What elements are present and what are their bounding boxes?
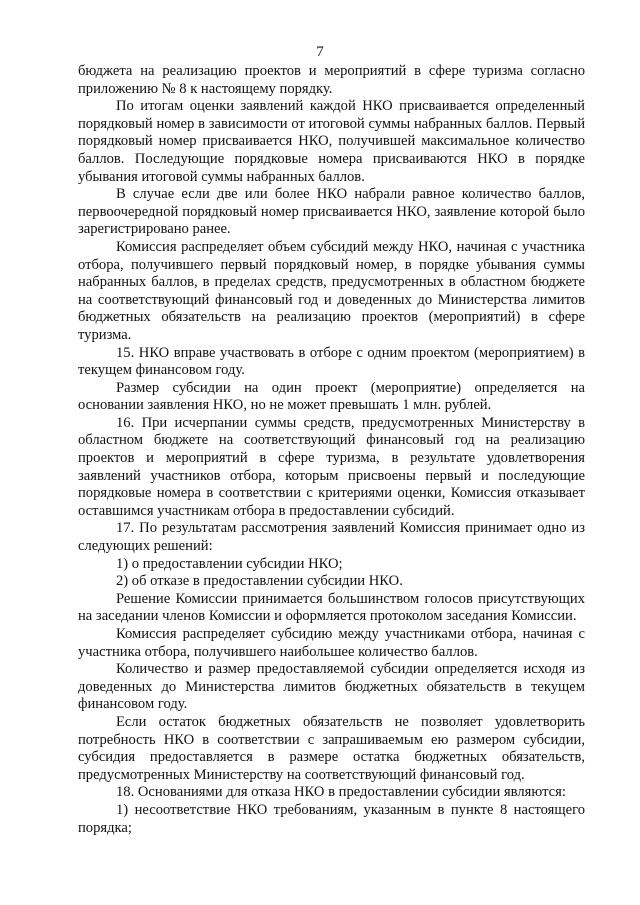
paragraph-clause-18: 18. Основаниями для отказа НКО в предоставлении субсидии являются: xyxy=(116,784,566,801)
paragraph-voting: Решение Комиссии принимается большинством голосов присутствующих на заседании членов Комиссии и оформляется протоколом заседания Комиссии. xyxy=(78,590,585,625)
paragraph-scoring-order: По итогам оценки заявлений каждой НКО присваивается определенный порядковый номер в зависимости от итоговой суммы набранных баллов. Первый порядковый номер присваивается НКО, получившей максимальное количество баллов. Последующие порядковые номера присваиваются НКО в порядке убывания итоговой суммы набранных баллов. xyxy=(78,98,585,185)
paragraph-amount: Количество и размер предоставляемой субсидии определяется исходя из доведенных до Министерства лимитов бюджетных обязательств в текущем финансовом году. xyxy=(78,661,585,713)
paragraph-equal-scores: В случае если две или более НКО набрали равное количество баллов, первоочередной порядковый номер присваивается НКО, заявление которой было зарегистрировано ранее. xyxy=(78,186,585,238)
paragraph-clause-15: 15. НКО вправе участвовать в отборе с одним проектом (мероприятием) в текущем финансовом году. xyxy=(78,344,585,379)
paragraph-allocation: Комиссия распределяет субсидию между участниками отбора, начиная с участника отбора, получившего наибольшее количество баллов. xyxy=(78,626,585,660)
paragraph-subsidy-size: Размер субсидии на один проект (мероприятие) определяется на основании заявления НКО, но не может превышать 1 млн. рублей. xyxy=(78,379,585,414)
paragraph-distribution: Комиссия распределяет объем субсидий между НКО, начиная с участника отбора, получившего первый порядковый номер, в порядке убывания суммы набранных баллов, в пределах средств, предусмотренных в областном бюджете на соответствующий финансовый год и доведенных до Министерства лимитов бюджетных обязательств на реализацию проектов (мероприятий) в сфере туризма. xyxy=(78,238,585,343)
document-body xyxy=(78,63,585,837)
paragraph-remainder: Если остаток бюджетных обязательств не позволяет удовлетворить потребность НКО в соответствии с запрашиваемым ею размером субсидии, субсидия предоставляется в размере остатка бюджетных обязательств, предусмотренных Министерству на соответствующий финансовый год. xyxy=(78,713,585,783)
page-number: 7 xyxy=(316,44,324,60)
paragraph-continuation: бюджета на реализацию проектов и мероприятий в сфере туризма согласно приложению № 8 к настоящему порядку. xyxy=(78,63,585,97)
paragraph-decision-1: 1) о предоставлении субсидии НКО; xyxy=(116,555,343,572)
paragraph-decision-2: 2) об отказе в предоставлении субсидии НКО. xyxy=(116,573,403,590)
paragraph-clause-16: 16. При исчерпании суммы средств, предусмотренных Министерству в областном бюджете на соответствующий финансовый год на реализацию проектов и мероприятий в сфере туризма, в результате удовлетворения заявлений участников отбора, которым присвоены первый и последующие порядковые номера в соответствии с критериями оценки, Комиссия отказывает оставшимся участникам отбора в предоставлении субсидий. xyxy=(78,414,585,519)
paragraph-refusal-1: 1) несоответствие НКО требованиям, указанным в пункте 8 настоящего порядка; xyxy=(78,801,585,836)
paragraph-clause-17: 17. По результатам рассмотрения заявлений Комиссия принимает одно из следующих решений: xyxy=(78,520,585,555)
